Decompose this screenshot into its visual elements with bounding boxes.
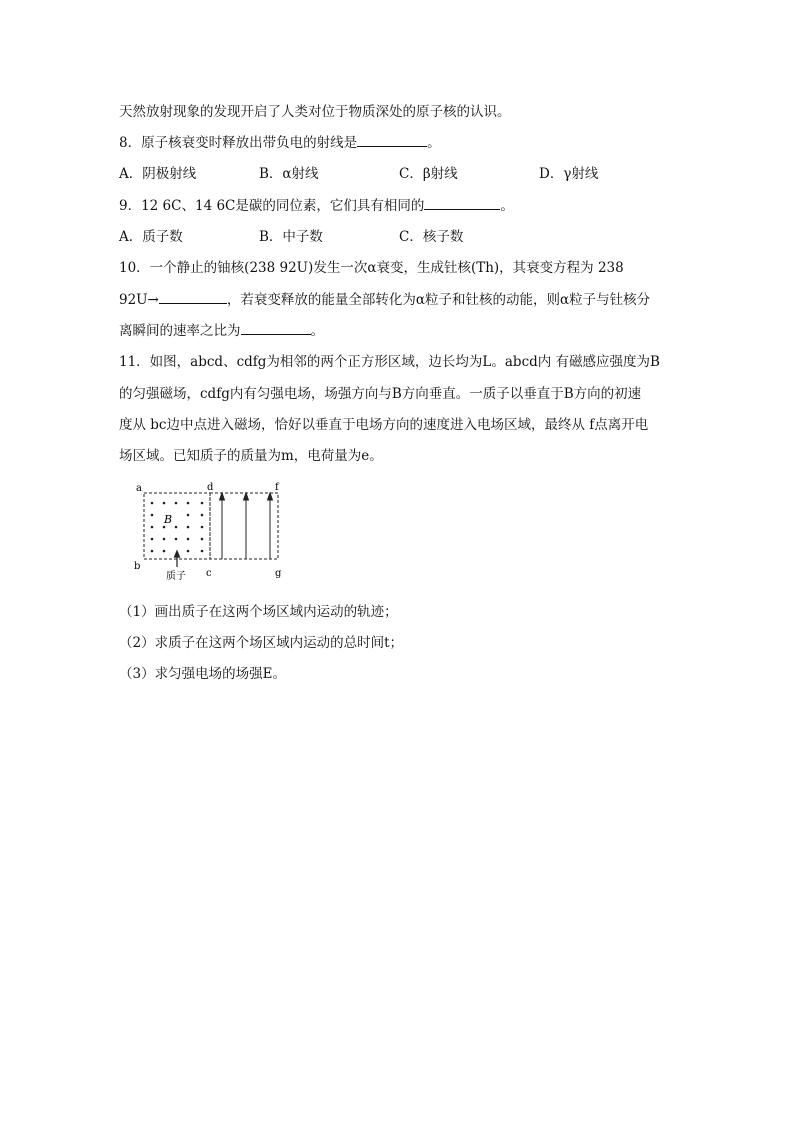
q11-line-3: 度从 bc边中点进入磁场，恰好以垂直于电场方向的速度进入电场区域，最终从 f点离开电 [119,417,649,433]
q11-line-1: 11．如图，abcd、cdfg为相邻的两个正方形区域，边长均为L。abcd内 有磁感应强度为B [119,354,660,370]
label-c: c [206,568,212,579]
q8-option-c[interactable]: C．β射线 [399,166,458,182]
electric-field-arrows [220,493,273,559]
q9-option-a[interactable]: A．质子数 [119,229,183,245]
q8-answer-blank[interactable] [357,134,427,147]
q10-line-2-end: ，若衰变释放的能量全部转化为α粒子和钍核的动能，则α粒子与钍核分 [226,292,651,308]
label-field-b: B [164,513,173,526]
q11-line-2: 的匀强磁场，cdfg内有匀强电场，场强方向与B方向垂直。一质子以垂直于B方向的初速 [119,386,642,402]
q11-line-4: 场区域。已知质子的质量为m，电荷量为e。 [119,448,383,464]
q11-sub-3: （3）求匀强电场的场强E。 [119,666,286,682]
intro-text: 天然放射现象的发现开启了人类对位于物质深处的原子核的认识。 [119,104,511,120]
q10-line-3-end: 。 [310,323,324,339]
electric-region-cdfg [210,493,278,559]
q8-option-d[interactable]: D．γ射线 [539,166,599,182]
q9-stem: 9．12 6C、14 6C是碳的同位素，它们具有相同的 [119,198,425,214]
q9-end: 。 [500,198,514,214]
magnetic-field-dots [151,502,204,553]
q8-option-b[interactable]: B．α射线 [259,166,319,182]
label-proton: 质子 [166,571,186,582]
question-8 [119,134,441,152]
q9-answer-blank[interactable] [424,197,500,210]
label-a: a [136,483,142,494]
field-region-figure [128,479,298,585]
q10-equation-blank[interactable] [159,291,227,304]
q10-line-2 [119,291,650,309]
q9-option-b[interactable]: B．中子数 [259,229,323,245]
label-g: g [275,568,282,579]
q8-end: 。 [427,135,441,151]
q10-equation-start: 92U→ [119,292,159,308]
question-9 [119,197,514,215]
q10-line-1: 10．一个静止的铀核(238 92U)发生一次α衰变，生成钍核(Th)，其衰变方程为 238 [119,260,624,276]
q8-option-a[interactable]: A．阴极射线 [119,166,197,182]
label-f: f [275,482,279,493]
q8-stem: 8．原子核衰变时释放出带负电的射线是 [119,135,358,151]
q10-ratio-blank[interactable] [241,322,311,335]
label-d: d [207,482,214,493]
q11-sub-1: （1）画出质子在这两个场区域内运动的轨迹； [119,604,398,620]
q9-option-c[interactable]: C．核子数 [399,229,464,245]
q10-line-3 [119,322,324,340]
q11-sub-2: （2）求质子在这两个场区域内运动的总时间t； [119,635,404,651]
label-b: b [134,561,141,572]
q10-ratio-start: 离瞬间的速率之比为 [119,323,241,339]
